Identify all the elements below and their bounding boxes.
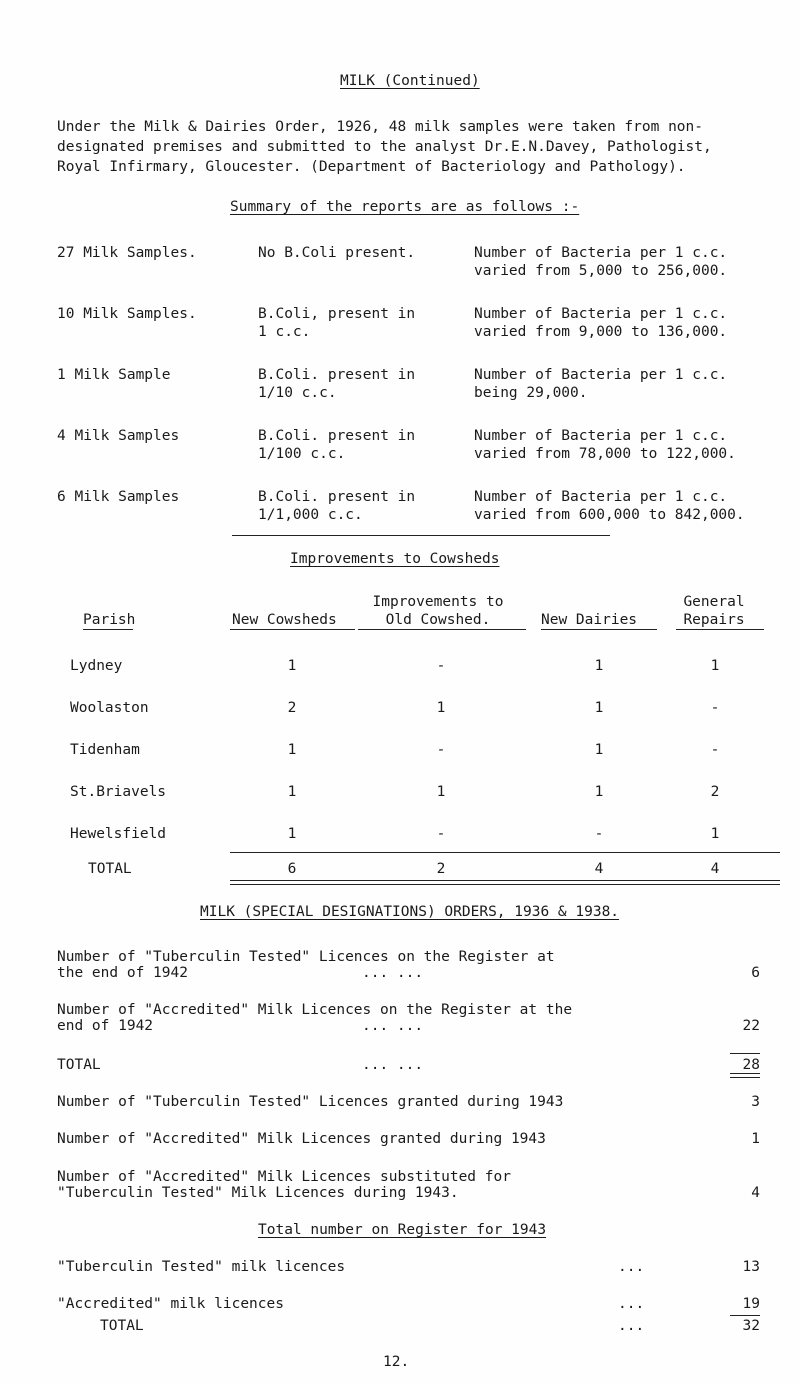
leader-dots: ... ... bbox=[362, 1057, 424, 1073]
summary-heading: Summary of the reports are as follows :- bbox=[230, 199, 580, 215]
table-cell: 1 bbox=[710, 658, 720, 674]
bacteria-count: Number of Bacteria per 1 c.c. bbox=[474, 245, 728, 261]
register-1943-heading: Total number on Register for 1943 bbox=[258, 1221, 547, 1238]
register-1943-label: "Tuberculin Tested" milk licences bbox=[57, 1259, 346, 1276]
header-underline bbox=[358, 629, 526, 630]
total-double-rule bbox=[230, 880, 780, 885]
register-1943-total-label: TOTAL bbox=[100, 1317, 144, 1334]
bcoli-result: B.Coli. present in bbox=[258, 367, 416, 383]
col-header-parish: Parish bbox=[83, 612, 136, 628]
register-line: the end of 1942 bbox=[57, 964, 188, 981]
table-cell: - bbox=[710, 700, 720, 716]
table-cell: 1 bbox=[287, 742, 297, 758]
bcoli-result: 1/100 c.c. bbox=[258, 446, 346, 462]
register-value: 22 bbox=[742, 1018, 760, 1034]
table-cell: 1 bbox=[710, 826, 720, 842]
register-1943-value: 19 bbox=[742, 1296, 760, 1313]
table-cell: 2 bbox=[287, 700, 297, 716]
granted-value: 1 bbox=[751, 1131, 760, 1148]
sample-count: 4 Milk Samples bbox=[57, 428, 180, 444]
total-cell: 4 bbox=[710, 861, 720, 877]
bacteria-count: Number of Bacteria per 1 c.c. bbox=[474, 489, 728, 505]
table-cell: 2 bbox=[710, 784, 720, 800]
leader-dots: ... bbox=[618, 1296, 645, 1313]
table-cell: - bbox=[710, 742, 720, 758]
col-header-general-repairs: General bbox=[683, 594, 745, 610]
sum-rule bbox=[730, 1315, 760, 1316]
col-header-new-dairies: New Dairies bbox=[541, 612, 638, 628]
table-cell: 1 bbox=[594, 658, 604, 674]
table-row-parish: Lydney bbox=[70, 658, 123, 674]
total-label: TOTAL bbox=[88, 861, 132, 877]
table-cell: 1 bbox=[436, 700, 446, 716]
bacteria-count: varied from 9,000 to 136,000. bbox=[474, 324, 728, 340]
sum-double-rule bbox=[730, 1073, 760, 1078]
page-heading: MILK (Continued) bbox=[340, 73, 480, 89]
total-cell: 4 bbox=[594, 861, 604, 877]
register-line: end of 1942 bbox=[57, 1018, 154, 1034]
table-cell: 1 bbox=[594, 742, 604, 758]
sample-count: 1 Milk Sample bbox=[57, 367, 171, 383]
register-line: Number of "Accredited" Milk Licences on the Register at the bbox=[57, 1002, 573, 1019]
table-cell: - bbox=[436, 658, 446, 674]
register-1943-value: 13 bbox=[742, 1259, 760, 1276]
register-1943-label: "Accredited" milk licences bbox=[57, 1296, 284, 1313]
register-1943-total-value: 32 bbox=[742, 1317, 760, 1334]
sample-count: 6 Milk Samples bbox=[57, 489, 180, 505]
register-total-label: TOTAL bbox=[57, 1057, 101, 1073]
granted-line: Number of "Tuberculin Tested" Licences granted during 1943 bbox=[57, 1094, 564, 1111]
bacteria-count: varied from 5,000 to 256,000. bbox=[474, 263, 728, 279]
sample-count: 10 Milk Samples. bbox=[57, 306, 197, 322]
col-header-improvements: Improvements to bbox=[372, 594, 504, 610]
bacteria-count: Number of Bacteria per 1 c.c. bbox=[474, 428, 728, 444]
col-header-improvements: Old Cowshed. bbox=[385, 612, 491, 628]
bcoli-result: No B.Coli present. bbox=[258, 245, 416, 261]
section-divider bbox=[232, 535, 610, 536]
col-header-new-cowsheds: New Cowsheds bbox=[232, 612, 337, 628]
intro-line-3: Royal Infirmary, Gloucester. (Department of Bacteriology and Pathology). bbox=[57, 159, 686, 175]
sum-rule bbox=[730, 1053, 760, 1054]
table-row-parish: Tidenham bbox=[70, 742, 140, 758]
granted-value: 3 bbox=[751, 1094, 760, 1111]
intro-line-2: designated premises and submitted to the analyst Dr.E.N.Davey, Pathologist, bbox=[57, 139, 712, 155]
bcoli-result: 1 c.c. bbox=[258, 324, 311, 340]
leader-dots: ... bbox=[618, 1259, 645, 1276]
table-row-parish: St.Briavels bbox=[70, 784, 167, 800]
table-cell: 1 bbox=[594, 700, 604, 716]
bcoli-result: 1/10 c.c. bbox=[258, 385, 337, 401]
bcoli-result: B.Coli, present in bbox=[258, 306, 416, 322]
total-cell: 2 bbox=[436, 861, 446, 877]
bacteria-count: being 29,000. bbox=[474, 385, 588, 401]
register-line: Number of "Tuberculin Tested" Licences on the Register at bbox=[57, 948, 555, 965]
header-underline bbox=[83, 629, 133, 630]
table-cell: 1 bbox=[287, 658, 297, 674]
register-value: 6 bbox=[751, 964, 760, 981]
total-rule bbox=[230, 852, 780, 853]
leader-dots: ... ... bbox=[362, 964, 424, 981]
bacteria-count: varied from 78,000 to 122,000. bbox=[474, 446, 736, 462]
bacteria-count: varied from 600,000 to 842,000. bbox=[474, 507, 745, 523]
table-row-parish: Woolaston bbox=[70, 700, 149, 716]
col-header-general-repairs: Repairs bbox=[683, 612, 745, 628]
header-underline bbox=[676, 629, 764, 630]
leader-dots: ... ... bbox=[362, 1018, 424, 1034]
bacteria-count: Number of Bacteria per 1 c.c. bbox=[474, 367, 728, 383]
designations-heading: MILK (SPECIAL DESIGNATIONS) ORDERS, 1936 & 1938. bbox=[200, 904, 620, 920]
table-cell: 1 bbox=[287, 826, 297, 842]
granted-line: "Tuberculin Tested" Milk Licences during 1943. bbox=[57, 1184, 459, 1201]
improvements-heading: Improvements to Cowsheds bbox=[290, 551, 500, 567]
bcoli-result: B.Coli. present in bbox=[258, 428, 416, 444]
table-row-parish: Hewelsfield bbox=[70, 826, 167, 842]
table-cell: - bbox=[594, 826, 604, 842]
header-underline bbox=[541, 629, 657, 630]
granted-line: Number of "Accredited" Milk Licences granted during 1943 bbox=[57, 1131, 546, 1148]
bacteria-count: Number of Bacteria per 1 c.c. bbox=[474, 306, 728, 322]
register-total-value: 28 bbox=[742, 1057, 760, 1073]
table-cell: 1 bbox=[287, 784, 297, 800]
table-cell: - bbox=[436, 742, 446, 758]
page-number: 12. bbox=[383, 1354, 410, 1370]
table-cell: 1 bbox=[594, 784, 604, 800]
granted-value: 4 bbox=[751, 1184, 760, 1201]
bcoli-result: 1/1,000 c.c. bbox=[258, 507, 363, 523]
leader-dots: ... bbox=[618, 1317, 645, 1334]
granted-line: Number of "Accredited" Milk Licences substituted for bbox=[57, 1168, 511, 1185]
intro-line-1: Under the Milk & Dairies Order, 1926, 48 milk samples were taken from non- bbox=[57, 119, 704, 135]
table-cell: - bbox=[436, 826, 446, 842]
total-cell: 6 bbox=[287, 861, 297, 877]
sample-count: 27 Milk Samples. bbox=[57, 245, 197, 261]
table-cell: 1 bbox=[436, 784, 446, 800]
header-underline bbox=[230, 629, 355, 630]
bcoli-result: B.Coli. present in bbox=[258, 489, 416, 505]
